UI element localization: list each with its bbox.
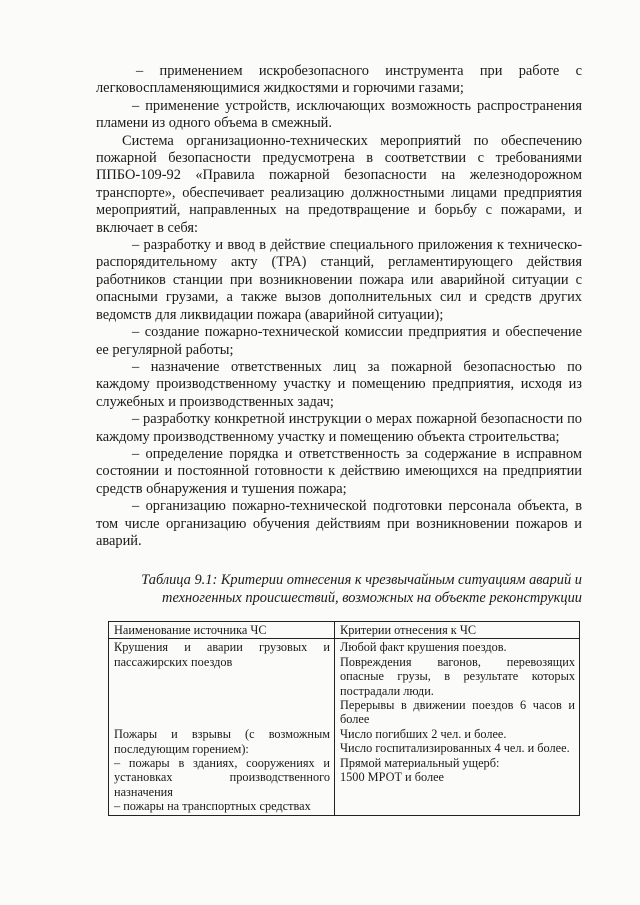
- criteria-table: [108, 621, 580, 816]
- paragraph-list-item: – организацию пожарно-технической подготовки персонала объекта, в том числе организацию обучения действиям при возникновении пожаров и аварий.: [96, 498, 582, 549]
- paragraph-list-item: – разработку и ввод в действие специального приложения к техническо-распорядительному акту (ТРА) станций, регламентирующего действия работников станции при возникновении пожара или аварийной ситуации с опасными грузами, а также вызов дополнительных сил и средств других ведомств для ликвидации пожара (аварийной ситуации);: [96, 237, 582, 323]
- column-header-source: Наименование источника ЧС: [109, 622, 335, 639]
- cell-line: Крушения и аварии грузовых и пассажирских поездов: [114, 640, 330, 669]
- table-cell-criteria: [335, 639, 580, 815]
- table-row: [109, 639, 580, 815]
- cell-line: Любой факт крушения поездов.: [340, 640, 507, 655]
- cell-line: Перерывы в движении поездов 6 часов и более: [340, 698, 575, 727]
- cell-spacer: [114, 669, 330, 727]
- cell-line: Число госпитализированных 4 чел. и более.: [340, 741, 570, 756]
- paragraph-list-item: – назначение ответственных лиц за пожарной безопасностью по каждому производственному участку и помещению предприятия, исходя из служебных и производственных задач;: [96, 358, 582, 410]
- table-caption: Таблица 9.1: Критерии отнесения к чрезвычайным ситуациям аварий и техногенных происшествий, возможных на объекте реконструкции: [141, 572, 582, 606]
- table-cell-source: [109, 639, 335, 815]
- column-header-criteria: Критерии отнесения к ЧС: [335, 622, 580, 639]
- paragraph: Система организационно-технических мероприятий по обеспечению пожарной безопасности предусмотрена в соответствии с требованиями ППБО-109-92 «Правила пожарной безопасности на железнодорожном транспорте», обеспечивает реализацию должностными лицами предприятия мероприятий, направленных на предотвращение и борьбу с пожарами, и включает в себя:: [96, 132, 582, 236]
- paragraph-list-item: – определение порядка и ответственность за содержание в исправном состоянии и постоянной готовности к действию имеющихся на предприятии средств обнаружения и тушения пожара;: [96, 445, 582, 497]
- paragraph-list-item: – разработку конкретной инструкции о мерах пожарной безопасности по каждому производственному участку и помещению объекта строительства;: [96, 411, 582, 445]
- paragraph-list-item: – создание пожарно-технической комиссии предприятия и обеспечение ее регулярной работы;: [96, 324, 582, 358]
- paragraph-list-item: – применение устройств, исключающих возможность распространения пламени из одного объема в смежный.: [96, 97, 582, 132]
- cell-line: – пожары в зданиях, сооружениях и установках производственного назначения: [114, 756, 330, 799]
- body-text: [96, 63, 582, 550]
- cell-line: Пожары и взрывы (с возможным последующим горением):: [114, 727, 330, 756]
- cell-line: Повреждения вагонов, перевозящих опасные грузы, в результате которых пострадали люди.: [340, 654, 575, 698]
- cell-line: 1500 МРОТ и более: [340, 770, 445, 785]
- cell-line: Число погибших 2 чел. и более.: [340, 726, 507, 741]
- cell-line: – пожары на транспортных средствах: [114, 799, 311, 814]
- paragraph-list-item: – применением искробезопасного инструмента при работе с легковоспламеняющимися жидкостями и горючими газами;: [96, 63, 582, 97]
- table-header-row: [109, 622, 580, 639]
- cell-line: Прямой материальный ущерб:: [340, 755, 500, 770]
